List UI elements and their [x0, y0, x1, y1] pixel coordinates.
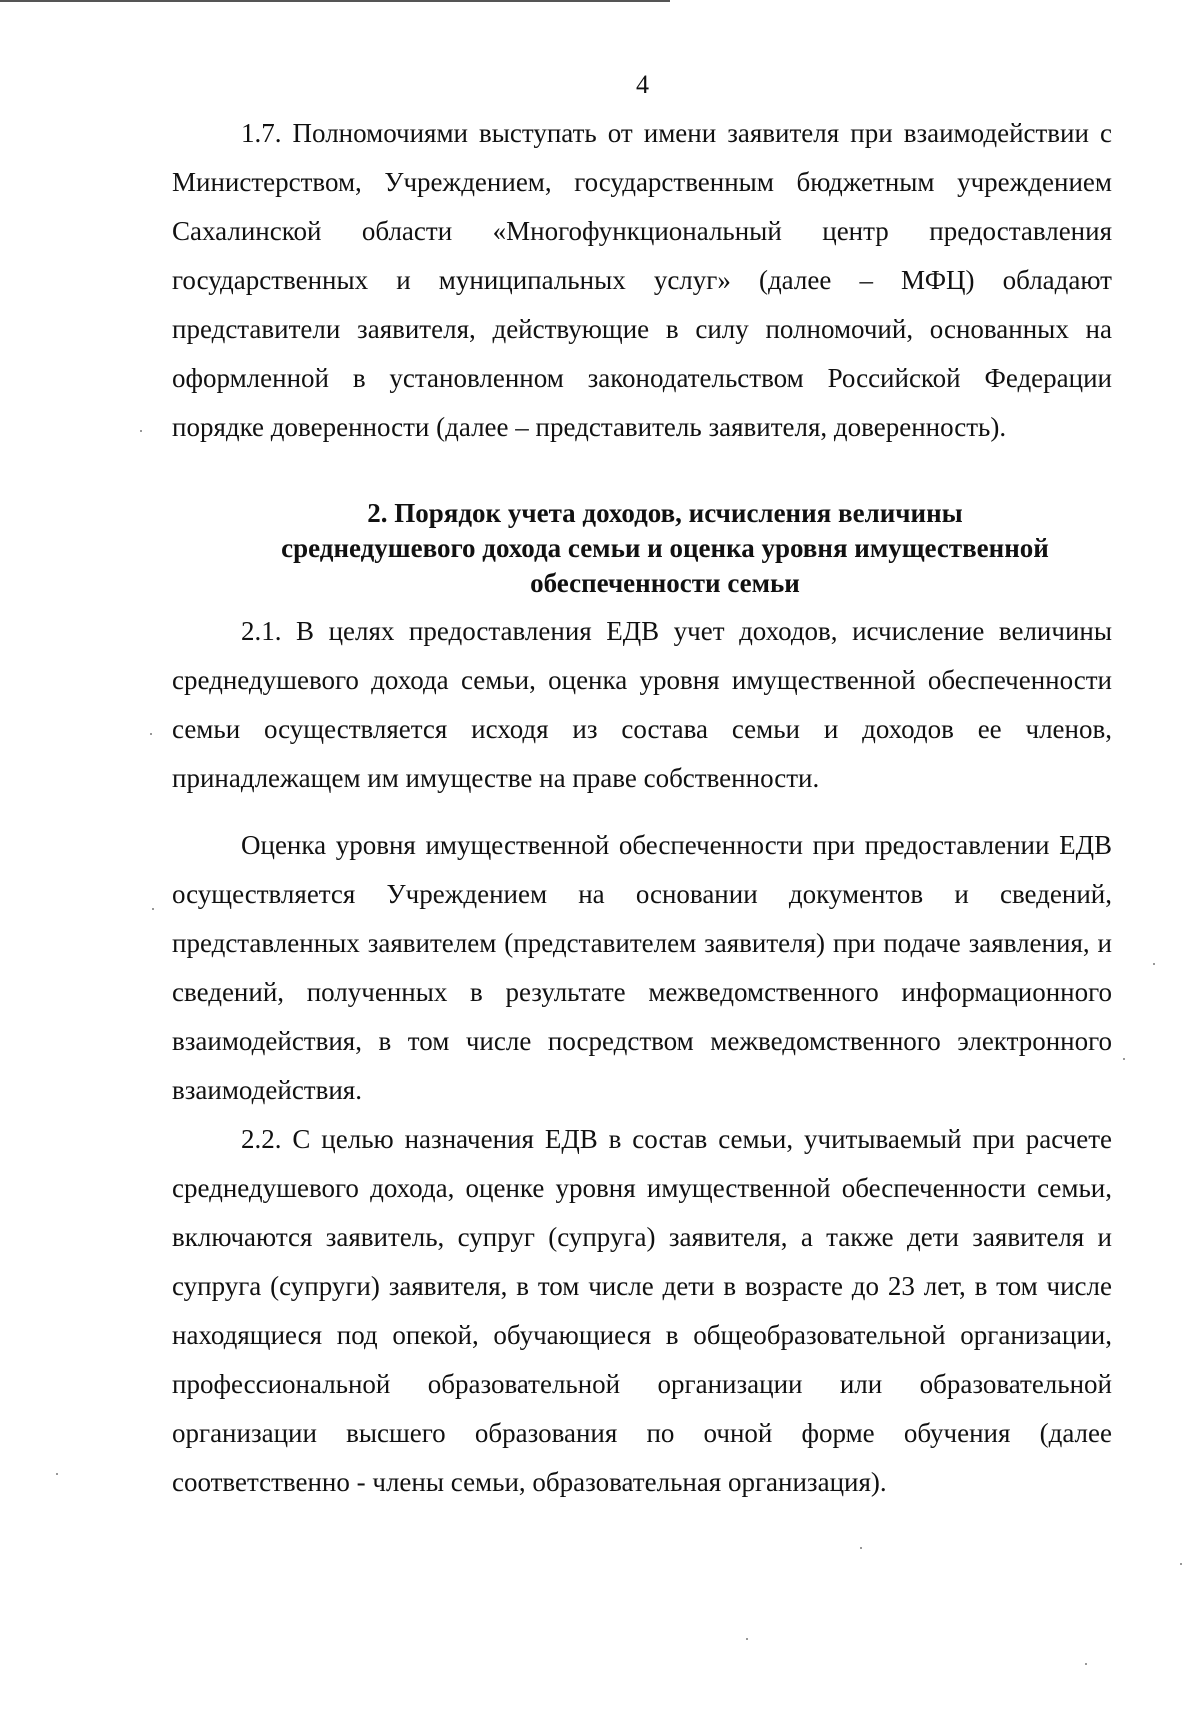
scan-speck [1180, 1563, 1182, 1565]
section-2-heading-line-1: 2. Порядок учета доходов, исчисления величины [367, 498, 963, 528]
paragraph-assessment: Оценка уровня имущественной обеспеченности при предоставлении ЕДВ осуществляется Учреждением на основании документов и сведений, представленных заявителем (представителем заявителя) при подаче заявления, и сведений, полученных в результате межведомственного информационного взаимодействия, в том числе посредством межведомственного электронного взаимодействия. [172, 830, 1112, 1105]
document-body [172, 109, 1112, 1507]
scan-speck [150, 733, 152, 735]
paragraph-1-7: 1.7. Полномочиями выступать от имени заявителя при взаимодействии с Министерством, Учреждением, государственным бюджетным учреждением Сахалинской области «Многофункциональный центр предоставления государственных и муниципальных услуг» (далее – МФЦ) обладают представители заявителя, действующие в силу полномочий, основанных на оформленной в установленном законодательством Российской Федерации порядке доверенности (далее – представитель заявителя, доверенность). [172, 118, 1112, 442]
paragraph-gap [172, 803, 1112, 821]
scan-speck [746, 1638, 748, 1640]
section-2-heading-line-2: среднедушевого дохода семьи и оценка уровня имущественной [281, 533, 1049, 563]
scan-speck [56, 1473, 58, 1475]
scan-speck [140, 430, 142, 432]
scan-speck [1153, 963, 1155, 965]
scan-speck [860, 1547, 862, 1549]
scan-speck [1123, 1058, 1125, 1060]
paragraph-2-2: 2.2. С целью назначения ЕДВ в состав семьи, учитываемый при расчете среднедушевого дохода, оценке уровня имущественной обеспеченности семьи, включаются заявитель, супруг (супруга) заявителя, а также дети заявителя и супруга (супруги) заявителя, в том числе дети в возрасте до 23 лет, в том числе находящиеся под опекой, обучающиеся в общеобразовательной организации, профессиональной образовательной организации или образовательной организации высшего образования по очной форме обучения (далее соответственно - члены семьи, образовательная организация). [172, 1124, 1112, 1497]
page-number: 4 [636, 70, 649, 99]
paragraph-2-1: 2.1. В целях предоставления ЕДВ учет доходов, исчисление величины среднедушевого дохода семьи, оценка уровня имущественной обеспеченности семьи осуществляется исходя из состава семьи и доходов ее членов, принадлежащем им имуществе на праве собственности. [172, 616, 1112, 793]
scan-top-edge [0, 0, 670, 2]
scan-speck [152, 908, 154, 910]
section-2-heading-line-3: обеспеченности семьи [530, 568, 800, 598]
scan-speck [1085, 1663, 1087, 1665]
section-2-heading [172, 496, 1112, 601]
